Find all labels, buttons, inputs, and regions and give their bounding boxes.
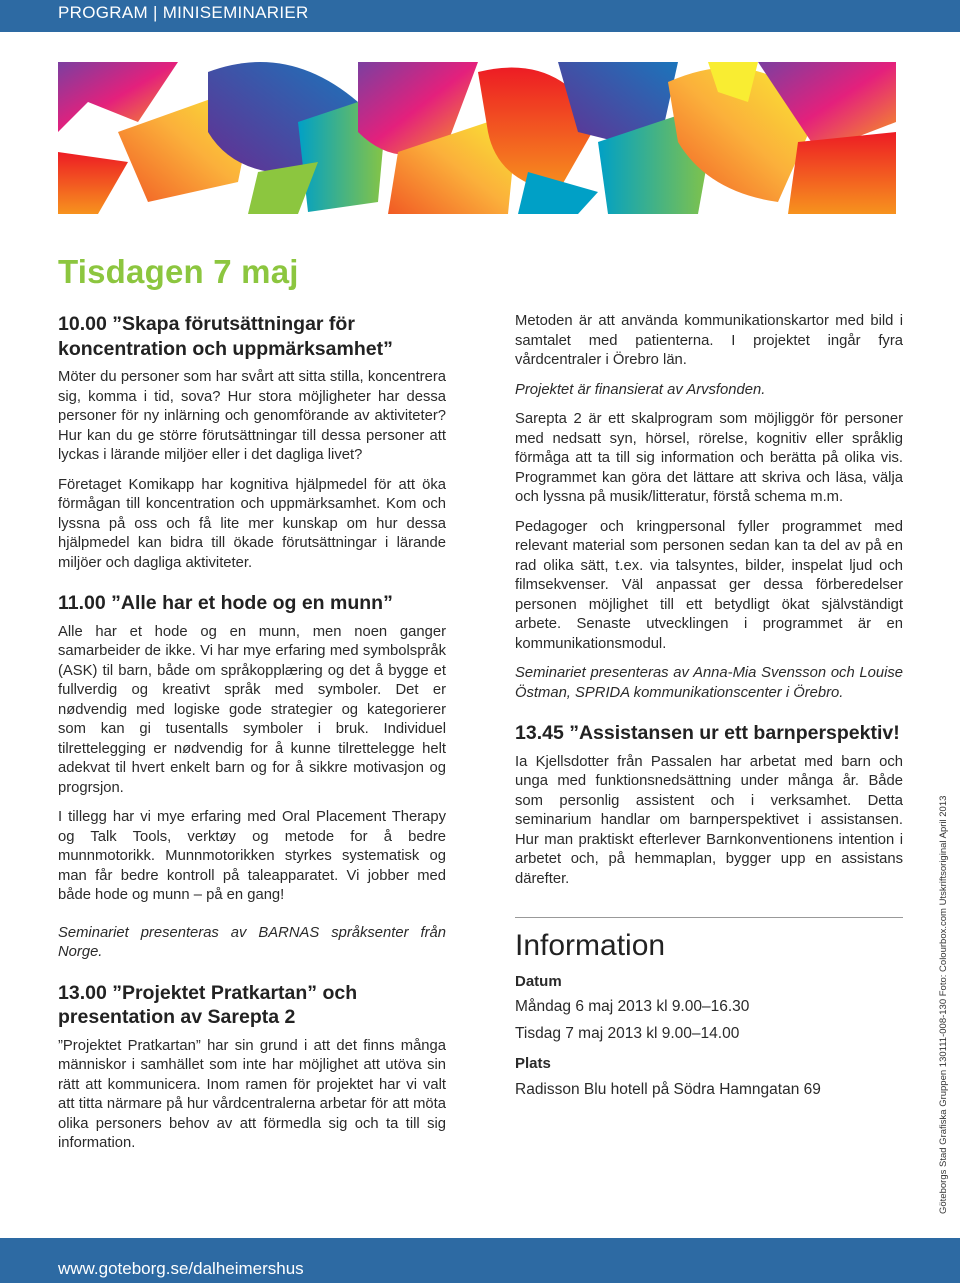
right-column xyxy=(515,312,903,1107)
session-2-presenter: Seminariet presenteras av BARNAS språksenter från Norge. xyxy=(58,924,446,960)
session-1-heading: 10.00 ”Skapa förutsättningar för koncentration och uppmärksamhet” xyxy=(58,313,393,360)
session-1-paragraph: Möter du personer som har svårt att sitta stilla, koncentrera sig, komma i tid, sova? Hur stora möjligheter har dessa personer för ny inlärning och genomförande av aktiviteter? Hur kan du ge större förutsättningar till dessa personer att lyckas i lärande miljöer eller i det dagliga livet? xyxy=(58,369,446,463)
date-line: Tisdag 7 maj 2013 kl 9.00–14.00 xyxy=(515,1025,740,1042)
left-column xyxy=(58,312,446,1164)
session-3-paragraph: Sarepta 2 är ett skalprogram som möjliggör för personer med nedsatt syn, hörsel, rörelse, kognitiv eller språklig förmåga att ta till sig information och berätta på olika vis. Programmet kan göra det lättare att skriva och läsa, välja och lyssna på musik/litteratur, förstå schema m.m. xyxy=(515,411,903,505)
session-4-heading: 13.45 ”Assistansen ur ett barnperspektiv! xyxy=(515,722,900,744)
day-title: Tisdagen 7 maj xyxy=(58,253,299,290)
session-3-funding: Projektet är finansierat av Arvsfonden. xyxy=(515,381,766,398)
session-3-paragraph: ”Projektet Pratkartan” har sin grund i att det finns många människor i samhället som inte har möjlighet att utöva sin rätt att kommunicera. Inom ramen för projektet har vi valt att titta närmare på hur vårdcentralerna arbetar för att möta olika personers behov av att förmedla sig och ta till sig information. xyxy=(58,1037,446,1151)
print-credit: Göteborgs Stad Grafiska Gruppen 130111-008-130 Foto: Colourbox.com Utskriftsoriginal April 2013 xyxy=(938,795,949,1214)
place-line: Radisson Blu hotell på Södra Hamngatan 69 xyxy=(515,1080,821,1098)
session-3-heading: 13.00 ”Projektet Pratkartan” och presentation av Sarepta 2 xyxy=(58,981,358,1028)
footer-url-link[interactable]: www.goteborg.se/dalheimershus xyxy=(58,1259,304,1278)
header-title: PROGRAM | MINISEMINARIER xyxy=(58,3,309,22)
session-1-paragraph: Företaget Komikapp har kognitiva hjälpmedel för att öka förmågan till koncentration och uppmärksamhet. Kom och lyssna på oss och få lite mer kunskap om hur dessa hjälpmedel kan bidra till ökade förutsättningar i lärande miljöer och dagliga aktiviteter. xyxy=(58,476,446,571)
session-4-paragraph: Ia Kjellsdotter från Passalen har arbetat med barn och unga med funktionsnedsättning under många år. Både som personlig assistent och i verksamhet. Detta seminarium handlar om barnperspektivet i assistansen. Hur man praktiskt efterlever Barnkonventionens intention i arbetet och, på hemmaplan, bygger upp en assistans därefter. xyxy=(515,753,903,887)
footer-bar xyxy=(0,1238,960,1283)
date-label: Datum xyxy=(515,972,562,990)
place-label: Plats xyxy=(515,1055,551,1072)
banner-graphic xyxy=(58,62,896,214)
date-line: Måndag 6 maj 2013 kl 9.00–16.30 xyxy=(515,998,750,1015)
session-3-presenter: Seminariet presenteras av Anna-Mia Svensson och Louise Östman, SPRIDA kommunikationscenter i Örebro. xyxy=(515,665,903,701)
session-2-heading: 11.00 ”Alle har et hode og en munn” xyxy=(58,592,393,614)
header-bar xyxy=(0,0,960,32)
information-title: Information xyxy=(515,929,666,962)
session-2-paragraph: I tillegg har vi mye erfaring med Oral Placement Therapy og Talk Tools, verktøy og metode for å bedre munnmotorikk. Munnmotorikken styrkes systematisk og man får bedre kontroll på taleapparatet. Vi jobber med både hode og munn – på en gang! xyxy=(58,809,446,903)
session-2-paragraph: Alle har et hode og en munn, men noen ganger samarbeider de ikke. Vi har mye erfaring med symbolspråk (ASK) til barn, både om språkopplæring og det å bygge et fullverdig og kreativt språk med symboler. Det er nødvendig med logiske gode strategier og kategorierer som kan gi tusentalls symboler i bruk. Individuel tilrettelegging er nødvendig for å kunne tilrettelegge helt adekvat til hvert enkelt barn og for å sikkre motivasjon og progrsjon. xyxy=(58,623,446,796)
section-divider xyxy=(515,917,903,918)
session-3-paragraph: Pedagoger och kringpersonal fyller programmet med relevant material som personen sedan kan ta del av på en rad olika sätt, t.ex. via talsyntes, bilder, inspelat ljud och filmsekvenser. Väl anpassat ger dessa förberedelser personen möjlighet till ett betydligt ökat självständigt arbete. Senaste utvecklingen i programmet är en kommunikationsmodul. xyxy=(515,518,903,652)
speech-bubbles-banner-image xyxy=(58,62,896,214)
session-3-paragraph: Metoden är att använda kommunikationskartor med bild i samtalet med patienterna. I projektet ingår fyra vårdcentraler i Örebro län. xyxy=(515,313,903,368)
